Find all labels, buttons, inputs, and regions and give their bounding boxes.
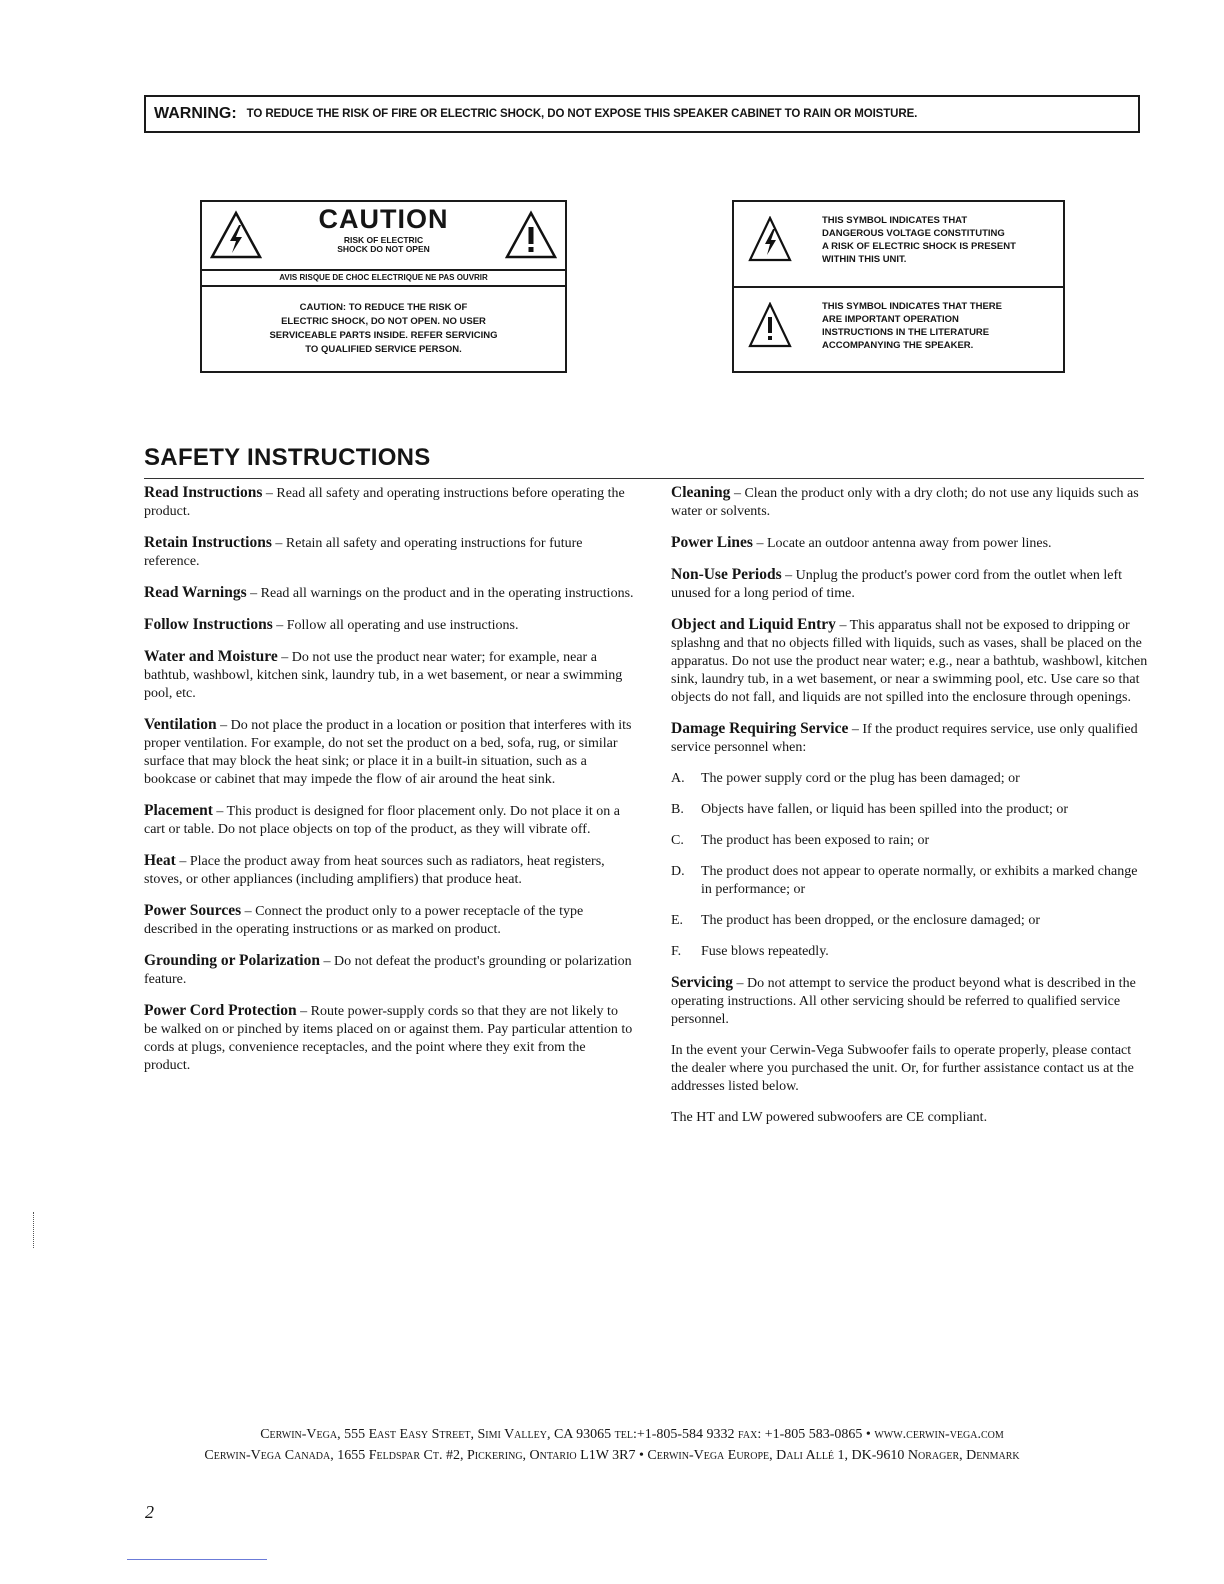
margin-marks bbox=[33, 1212, 36, 1248]
list-text: The product does not appear to operate normally, or exhibits a marked change in performance; or bbox=[701, 864, 1138, 897]
instruction-text: – Connect the product only to a power receptacle of the type described in the operating instructions or as marked on product. bbox=[144, 904, 584, 937]
voltage-symbol-row bbox=[734, 202, 1063, 286]
instruction-term: Ventilation bbox=[144, 716, 217, 733]
instruction-term: Read Warnings bbox=[144, 584, 247, 601]
lightning-warning-icon bbox=[748, 216, 792, 262]
instruction-term: Power Cord Protection bbox=[144, 1002, 297, 1019]
symbol-text-line: DANGEROUS VOLTAGE CONSTITUTING bbox=[822, 228, 1005, 239]
instruction-term: Servicing bbox=[671, 974, 733, 991]
instruction-text: – This product is designed for floor placement only. Do not place it on a cart or table. Do not place objects on top of the product, as they will vibrate off. bbox=[144, 804, 620, 837]
caution-subtitle-line: RISK OF ELECTRIC bbox=[343, 235, 424, 245]
symbol-text-line: A RISK OF ELECTRIC SHOCK IS PRESENT bbox=[822, 241, 1016, 252]
instruction-text: – Retain all safety and operating instructions for future reference. bbox=[144, 536, 583, 569]
instruction-item bbox=[144, 802, 634, 839]
symbol-legend bbox=[732, 200, 1065, 373]
instruction-item bbox=[671, 974, 1149, 1029]
instruction-item bbox=[671, 534, 1149, 553]
caution-body-line: ELECTRIC SHOCK, DO NOT OPEN. NO USER bbox=[281, 316, 486, 327]
instruction-term: Object and Liquid Entry bbox=[671, 616, 836, 633]
instruction-item bbox=[144, 952, 634, 989]
instruction-item bbox=[671, 484, 1149, 521]
list-item bbox=[671, 832, 1149, 850]
right-column bbox=[671, 484, 1149, 1140]
list-text: Objects have fallen, or liquid has been spilled into the product; or bbox=[701, 802, 1069, 817]
instruction-term: Placement bbox=[144, 802, 213, 819]
caution-body-line: SERVICEABLE PARTS INSIDE. REFER SERVICING bbox=[269, 330, 498, 341]
caution-title: CAUTION bbox=[318, 204, 449, 234]
instruction-item bbox=[671, 566, 1149, 603]
support-paragraph: In the event your Cerwin-Vega Subwoofer fails to operate properly, please contact the dealer where you purchased the unit. Or, for further assistance contact us at the addresses listed below. bbox=[671, 1043, 1134, 1094]
instruction-term: Power Sources bbox=[144, 902, 242, 919]
exclamation-warning-icon bbox=[748, 302, 792, 348]
footer-address-intl: Cerwin-Vega Canada, 1655 Feldspar Ct. #2, Pickering, Ontario L1W 3R7 • Cerwin-Vega Europe, Dali Allé 1, DK-9610 Norager, Denmark bbox=[204, 1448, 1020, 1463]
instruction-item bbox=[144, 1002, 634, 1075]
symbol-text-line: ARE IMPORTANT OPERATION bbox=[822, 314, 959, 325]
instruction-term: Non-Use Periods bbox=[671, 566, 782, 583]
instruction-text: – Unplug the product's power cord from the outlet when left unused for a long period of time. bbox=[671, 568, 1123, 601]
instruction-text: – Read all safety and operating instructions before operating the product. bbox=[144, 486, 625, 519]
voltage-symbol-text bbox=[822, 214, 1016, 266]
instruction-item bbox=[671, 616, 1149, 707]
instruction-text: – Do not attempt to service the product beyond what is described in the operating instructions. All other servicing should be referred to qualified service personnel. bbox=[671, 976, 1136, 1027]
warning-text: TO REDUCE THE RISK OF FIRE OR ELECTRIC SHOCK, DO NOT EXPOSE THIS SPEAKER CABINET TO RAIN OR MOISTURE. bbox=[246, 108, 918, 120]
instruction-text: – This apparatus shall not be exposed to dripping or splashng and that no objects filled with liquids, such as vases, shall be placed on the apparatus. Do not use the product near water; e.g., near a bathtub, washbowl, kitchen sink, laundry tub, in a wet basement, or near a swimming pool, etc. Use care so that objects do not fall, and liquids are not spilled into the enclosure through openings. bbox=[671, 618, 1148, 705]
instruction-symbol-row bbox=[734, 286, 1063, 372]
instruction-text: – Do not defeat the product's grounding or polarization feature. bbox=[144, 954, 632, 987]
caution-body bbox=[202, 287, 565, 357]
list-letter: D. bbox=[671, 864, 685, 879]
warning-banner bbox=[144, 95, 1140, 133]
symbol-text-line: THIS SYMBOL INDICATES THAT THERE bbox=[822, 301, 1002, 312]
list-text: The product has been exposed to rain; or bbox=[701, 833, 930, 848]
instruction-item bbox=[144, 484, 634, 521]
instruction-text: – Clean the product only with a dry cloth; do not use any liquids such as water or solvents. bbox=[671, 486, 1139, 519]
instruction-item bbox=[144, 648, 634, 703]
caution-body-line: CAUTION: TO REDUCE THE RISK OF bbox=[299, 302, 468, 313]
instruction-text: – Locate an outdoor antenna away from power lines. bbox=[752, 536, 1052, 551]
list-letter: B. bbox=[671, 802, 684, 817]
instruction-item bbox=[144, 534, 634, 571]
instruction-term: Grounding or Polarization bbox=[144, 952, 320, 969]
instruction-term: Follow Instructions bbox=[144, 616, 273, 633]
instruction-text: – Route power-supply cords so that they are not likely to be walked on or pinched by items placed on or against them. Pay particular attention to cords at plugs, convenience receptacles, and the point where they exit from the product. bbox=[144, 1004, 633, 1073]
instruction-text: – Do not place the product in a location or position that interferes with its proper ventilation. For example, do not set the product on a bed, sofa, rug, or similar surface that may block the heat sink; or place it in a built-in situation, such as a bookcase or cabinet that may impede the flow of air around the heat sink. bbox=[144, 718, 632, 787]
instruction-text: – Follow all operating and use instructions. bbox=[272, 618, 519, 633]
instruction-item bbox=[144, 616, 634, 635]
warning-label: WARNING: bbox=[154, 105, 237, 122]
instruction-text: – If the product requires service, use only qualified service personnel when: bbox=[671, 722, 1138, 755]
list-item bbox=[671, 912, 1149, 930]
list-letter: F. bbox=[671, 944, 682, 959]
list-item bbox=[671, 943, 1149, 961]
instruction-term: Power Lines bbox=[671, 534, 753, 551]
instruction-term: Damage Requiring Service bbox=[671, 720, 849, 737]
list-text: The power supply cord or the plug has been damaged; or bbox=[701, 771, 1020, 786]
section-divider bbox=[144, 478, 1144, 479]
caution-french-line: AVIS RISQUE DE CHOC ELECTRIQUE NE PAS OUVRIR bbox=[202, 271, 565, 287]
caution-body-line: TO QUALIFIED SERVICE PERSON. bbox=[305, 344, 462, 355]
caution-subtitle-line: SHOCK DO NOT OPEN bbox=[337, 244, 430, 254]
instruction-text: – Do not use the product near water; for example, near a bathtub, washbowl, kitchen sink, laundry tub, in a wet basement, or near a swimming pool, etc. bbox=[144, 650, 623, 701]
symbol-text-line: ACCOMPANYING THE SPEAKER. bbox=[822, 340, 974, 351]
instruction-symbol-text bbox=[822, 300, 1002, 352]
instruction-item bbox=[144, 902, 634, 939]
caution-label bbox=[200, 200, 567, 373]
exclamation-warning-icon bbox=[505, 210, 557, 260]
list-letter: C. bbox=[671, 833, 684, 848]
instruction-item bbox=[671, 720, 1149, 757]
ce-compliance-note: The HT and LW powered subwoofers are CE compliant. bbox=[671, 1110, 988, 1125]
instruction-term: Retain Instructions bbox=[144, 534, 272, 551]
instruction-term: Read Instructions bbox=[144, 484, 263, 501]
instruction-item bbox=[144, 584, 634, 603]
instruction-text: – Read all warnings on the product and in the operating instructions. bbox=[246, 586, 634, 601]
instruction-term: Water and Moisture bbox=[144, 648, 278, 665]
list-text: The product has been dropped, or the enclosure damaged; or bbox=[701, 913, 1040, 928]
caution-header bbox=[202, 202, 565, 271]
list-item bbox=[671, 801, 1149, 819]
list-letter: E. bbox=[671, 913, 684, 928]
instruction-term: Heat bbox=[144, 852, 176, 869]
bottom-rule bbox=[127, 1559, 267, 1560]
symbol-text-line: WITHIN THIS UNIT. bbox=[822, 254, 907, 265]
instruction-item bbox=[144, 716, 634, 789]
list-text: Fuse blows repeatedly. bbox=[701, 944, 829, 959]
symbol-text-line: THIS SYMBOL INDICATES THAT bbox=[822, 215, 968, 226]
symbol-text-line: INSTRUCTIONS IN THE LITERATURE bbox=[822, 327, 990, 338]
footer-address-us: Cerwin-Vega, 555 East Easy Street, Simi Valley, CA 93065 tel:+1-805-584 9332 fax: +1-805 583-0865 • www.cerwin-vega.com bbox=[260, 1427, 1004, 1442]
list-item bbox=[671, 770, 1149, 788]
list-item bbox=[671, 863, 1149, 899]
instruction-term: Cleaning bbox=[671, 484, 731, 501]
instruction-item bbox=[144, 852, 634, 889]
left-column bbox=[144, 484, 634, 1088]
section-title: SAFETY INSTRUCTIONS bbox=[144, 444, 431, 471]
page-number: 2 bbox=[145, 1502, 154, 1522]
list-letter: A. bbox=[671, 771, 685, 786]
instruction-text: – Place the product away from heat sources such as radiators, heat registers, stoves, or other appliances (including amplifiers) that produce heat. bbox=[144, 854, 605, 887]
